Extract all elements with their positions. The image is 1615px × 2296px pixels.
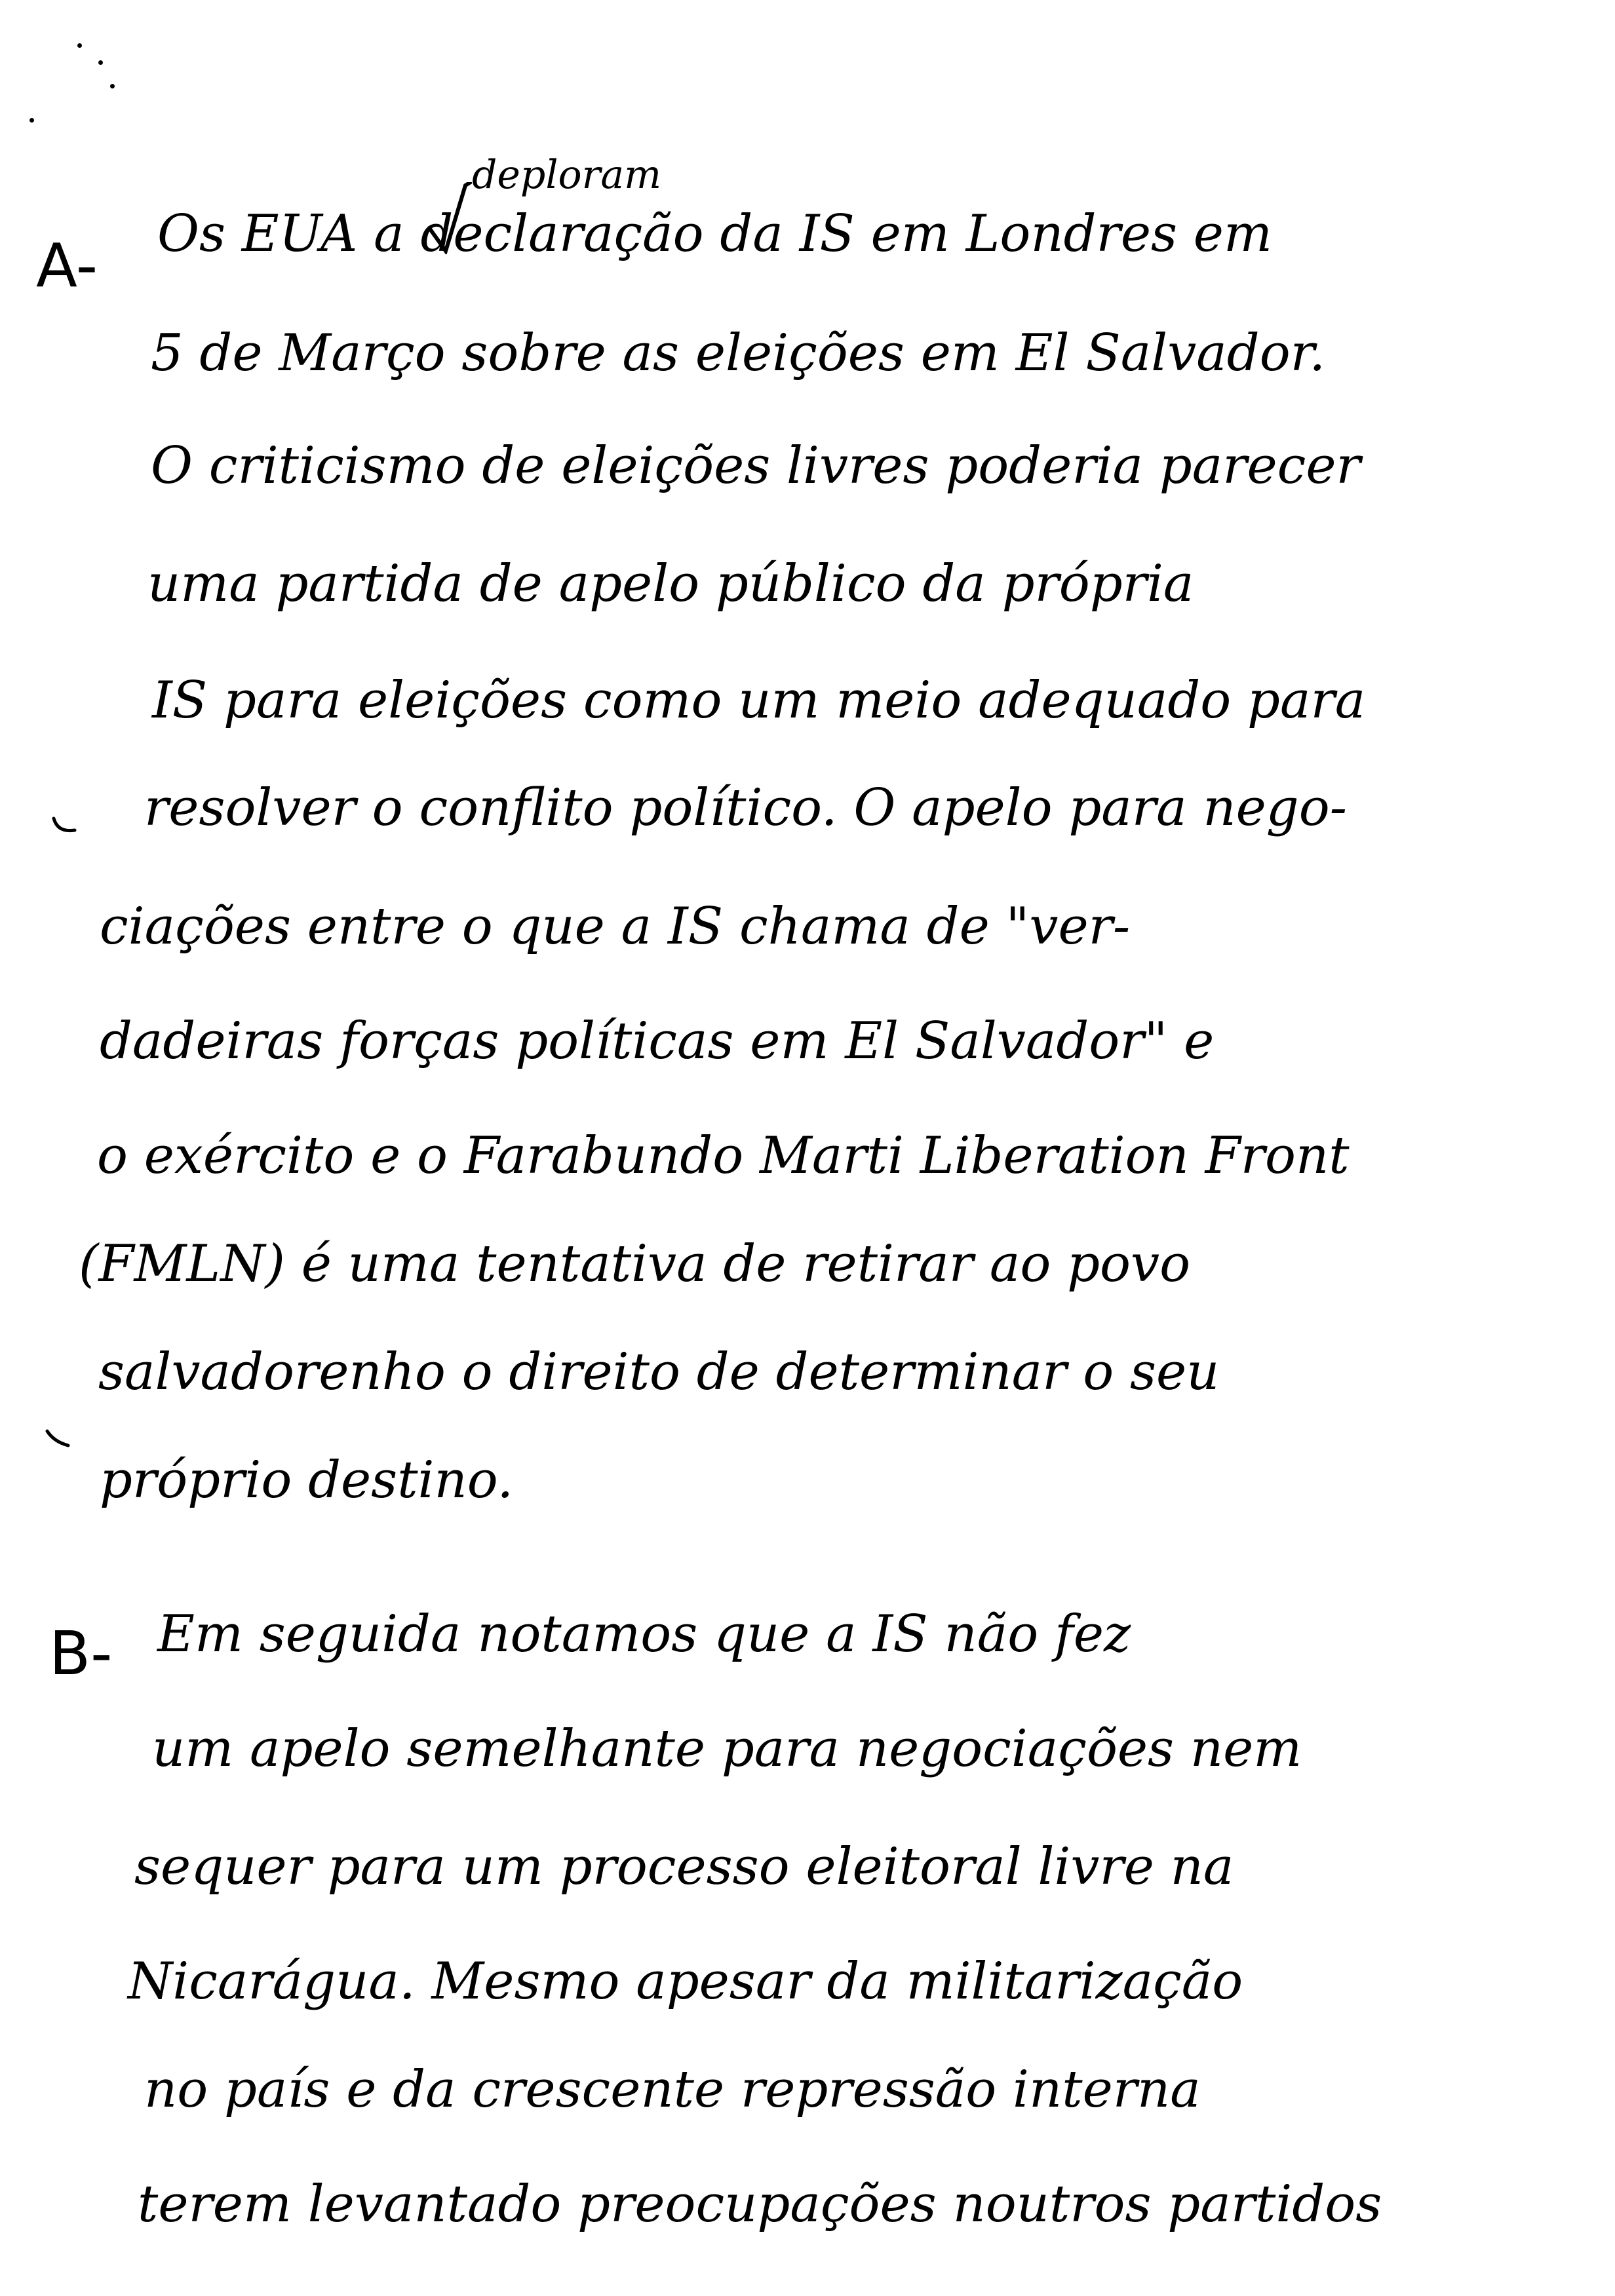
margin-bracket-mark — [45, 1428, 71, 1448]
line-a-2: 5 de Março sobre as eleições em El Salvador. — [151, 324, 1326, 383]
line-a-5: IS para eleições como um meio adequado para — [152, 671, 1366, 730]
inserted-word: deploram — [472, 152, 661, 198]
line-a-8: dadeiras forças políticas em El Salvador" e — [100, 1012, 1215, 1071]
line-b-1: Em seguida notamos que a IS não fez — [157, 1605, 1131, 1664]
ink-speck — [29, 118, 34, 123]
line-b-3: sequer para um processo eleitoral livre na — [134, 1837, 1234, 1896]
line-b-2: um apelo semelhante para negociações nem — [152, 1719, 1302, 1778]
margin-bracket-mark — [51, 816, 77, 835]
line-a-6: resolver o conflito político. O apelo para nego- — [144, 778, 1348, 837]
line-a-9: o exército e o Farabundo Marti Liberation Front — [97, 1126, 1350, 1185]
paragraph-marker-a: A- — [36, 231, 98, 301]
paragraph-marker-b: B- — [49, 1618, 113, 1689]
line-b-4: Nicarágua. Mesmo apesar da militarização — [128, 1952, 1243, 2011]
ink-speck — [98, 60, 103, 65]
line-a-12: próprio destino. — [100, 1451, 514, 1510]
ink-speck — [110, 84, 115, 88]
line-a-11: salvadorenho o direito de determinar o seu — [98, 1343, 1220, 1402]
line-a-10: (FMLN) é uma tentativa de retirar ao povo — [79, 1234, 1191, 1293]
line-a-4: uma partida de apelo público da própria — [147, 554, 1194, 613]
line-a-3: O criticismo de eleições livres poderia parecer — [151, 436, 1361, 495]
line-b-6: terem levantado preocupações noutros partidos — [138, 2175, 1382, 2234]
line-b-5: no país e da crescente repressão interna — [144, 2060, 1201, 2119]
line-a-1: Os EUA a declaração da IS em Londres em — [157, 204, 1272, 263]
line-a-7: ciações entre o que a IS chama de "ver- — [100, 897, 1131, 956]
ink-speck — [77, 43, 82, 48]
